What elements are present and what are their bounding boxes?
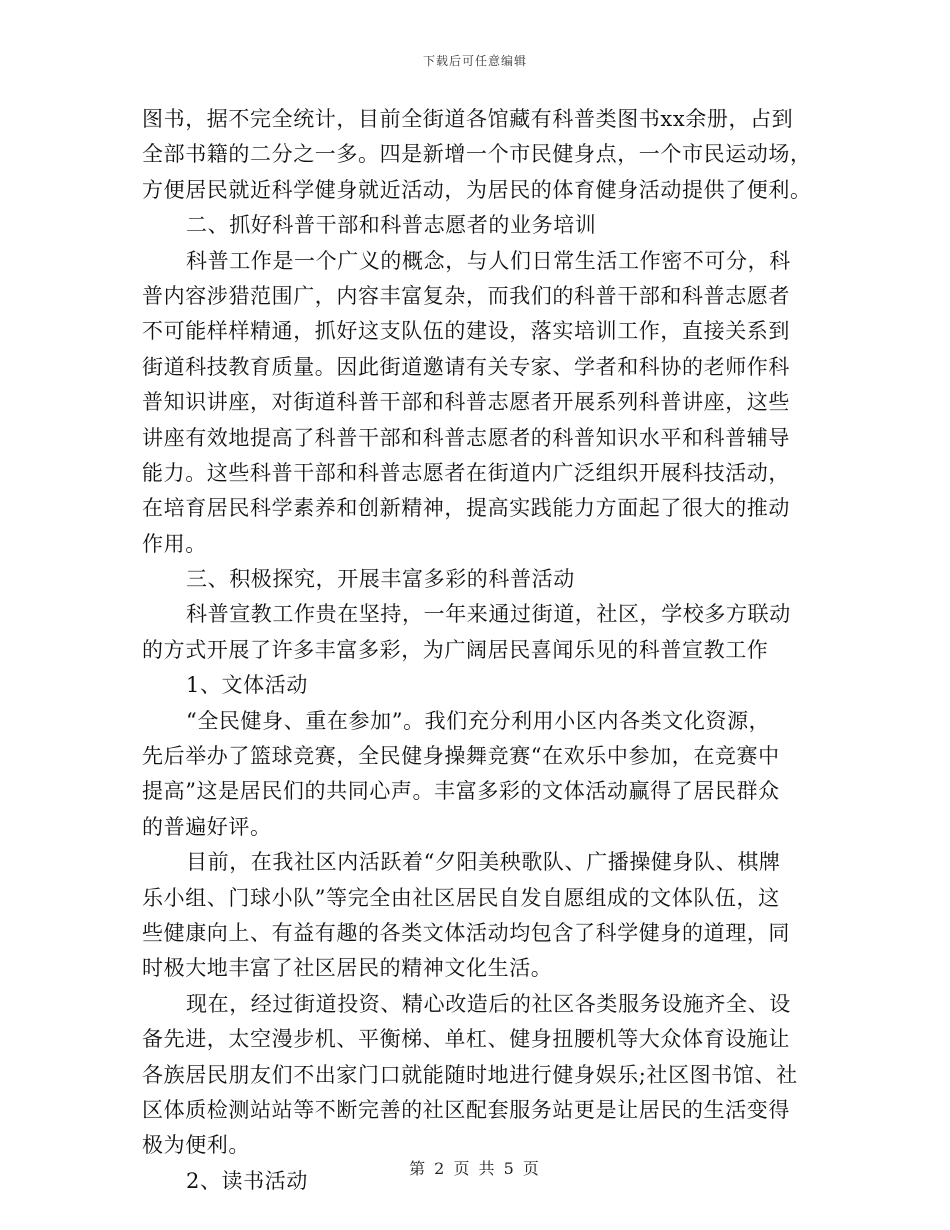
page-header: 下载后可任意编辑	[422, 54, 527, 68]
subsection-heading: 1、文体活动	[186, 673, 308, 698]
body-line: 科普工作是一个广义的概念，与人们日常生活工作密不可分，科	[186, 248, 791, 273]
body-line: 讲座有效地提高了科普干部和科普志愿者的科普知识水平和科普辅导	[142, 425, 790, 450]
page-footer: 第 2 页 共 5 页	[409, 1159, 541, 1178]
section-heading: 二、抓好科普干部和科普志愿者的业务培训	[186, 213, 597, 238]
section-heading: 三、积极探究，开展丰富多彩的科普活动	[186, 567, 575, 592]
subsection-heading: 2、读书活动	[186, 1168, 308, 1193]
body-line: 区体质检测站站等不断完善的社区配套服务站更是让居民的生活变得	[142, 1097, 790, 1122]
body-line: 的普遍好评。	[142, 814, 272, 839]
body-line: 图书，据不完全统计，目前全街道各馆藏有科普类图书xx余册，占到	[142, 107, 794, 131]
body-line: 提高”这是居民们的共同心声。丰富多彩的文体活动赢得了居民群众	[142, 779, 780, 804]
body-line: 作用。	[142, 531, 207, 556]
body-line: 乐小组、门球小队”等完全由社区居民自发自愿组成的文体队伍，这	[142, 885, 780, 910]
body-line: “全民健身、重在参加”。我们充分利用小区内各类文化资源，	[186, 708, 771, 733]
body-line: 些健康向上、有益有趣的各类文体活动均包含了科学健身的道理，同	[142, 920, 790, 945]
body-line: 备先进，太空漫步机、平衡梯、单杠、健身扭腰机等大众体育设施让	[142, 1027, 790, 1052]
body-line: 方便居民就近科学健身就近活动，为居民的体育健身活动提供了便利。	[142, 177, 812, 202]
body-line: 目前，在我社区内活跃着“夕阳美秧歌队、广播操健身队、棋牌	[186, 850, 781, 875]
document-body	[142, 102, 812, 1199]
body-line: 的方式开展了许多丰富多彩，为广阔居民喜闻乐见的科普宣教工作	[142, 637, 769, 662]
body-line: 能力。这些科普干部和科普志愿者在街道内广泛组织开展科技活动，	[142, 460, 790, 485]
body-line: 不可能样样精通，抓好这支队伍的建设，落实培训工作，直接关系到	[142, 319, 790, 344]
body-line: 全部书籍的二分之一多。四是新增一个市民健身点，一个市民运动场，	[142, 142, 812, 167]
body-line: 现在，经过街道投资、精心改造后的社区各类服务设施齐全、设	[186, 991, 791, 1016]
body-line: 极为便利。	[142, 1133, 250, 1158]
body-line: 在培育居民科学素养和创新精神，提高实践能力方面起了很大的推动	[142, 496, 790, 521]
body-line: 时极大地丰富了社区居民的精神文化生活。	[142, 956, 553, 981]
body-line: 先后举办了篮球竞赛，全民健身操舞竞赛“在欢乐中参加，在竞赛中	[142, 744, 780, 769]
body-line: 街道科技教育质量。因此街道邀请有关专家、学者和科协的老师作科	[142, 354, 790, 379]
body-line: 普内容涉猎范围广，内容丰富复杂，而我们的科普干部和科普志愿者	[142, 283, 790, 308]
body-line: 普知识讲座，对街道科普干部和科普志愿者开展系列科普讲座，这些	[142, 390, 790, 415]
body-line: 科普宣教工作贵在坚持，一年来通过街道，社区，学校多方联动	[186, 602, 791, 627]
body-line: 各族居民朋友们不出家门口就能随时地进行健身娱乐;社区图书馆、社	[142, 1062, 798, 1087]
